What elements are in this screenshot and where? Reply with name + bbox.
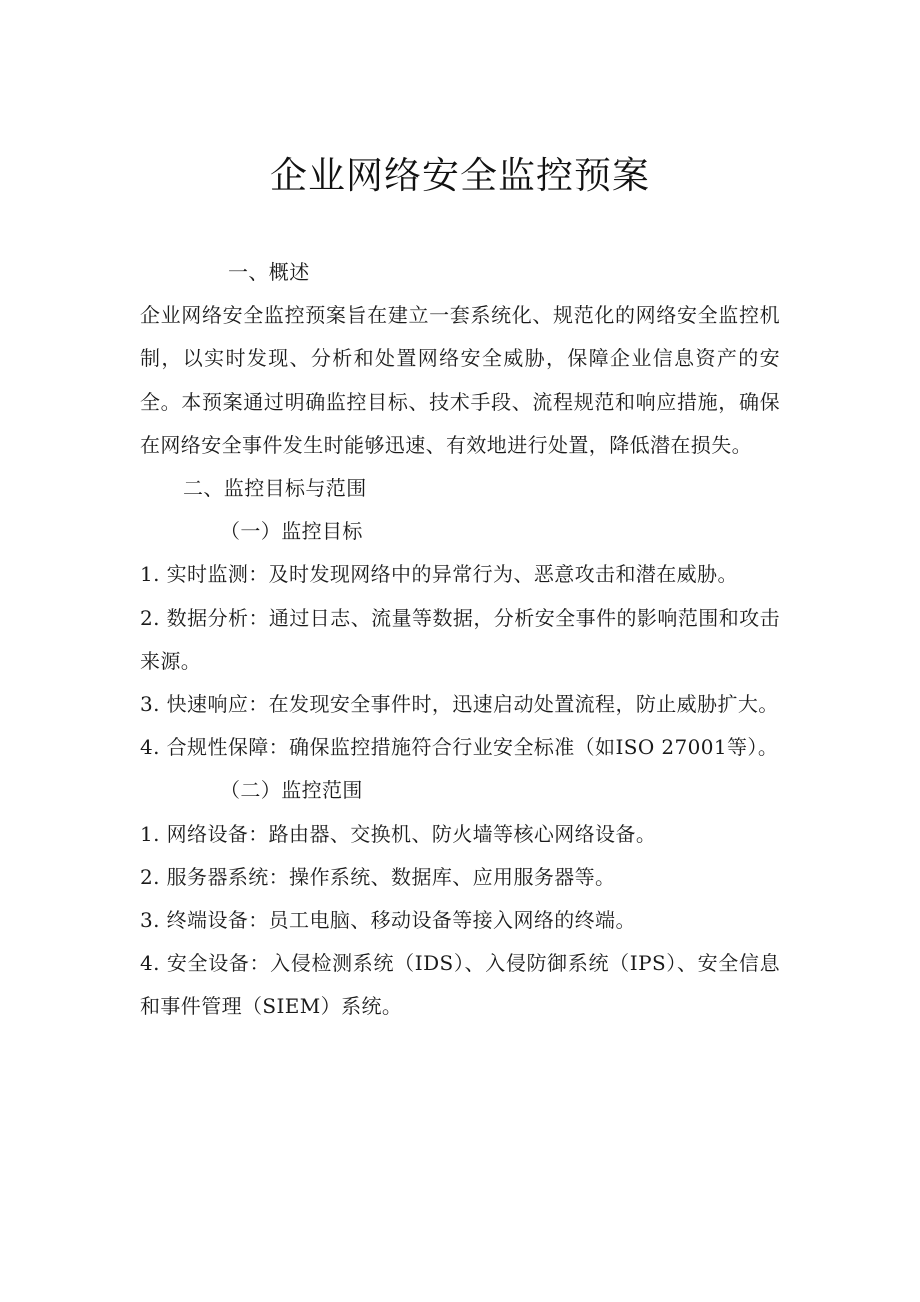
document-body bbox=[140, 251, 780, 1029]
overview-paragraph: 企业网络安全监控预案旨在建立一套系统化、规范化的网络安全监控机制，以实时发现、分析和处置网络安全威胁，保障企业信息资产的安全。本预案通过明确监控目标、技术手段、流程规范和响应措施，确保在网络安全事件发生时能够迅速、有效地进行处置，降低潜在损失。 bbox=[140, 303, 780, 457]
list-item: 2. 服务器系统：操作系统、数据库、应用服务器等。 bbox=[140, 864, 616, 889]
list-item: 4. 安全设备：入侵检测系统（IDS）、入侵防御系统（IPS）、安全信息和事件管理（SIEM）系统。 bbox=[140, 951, 780, 1019]
document-title: 企业网络安全监控预案 bbox=[270, 154, 650, 197]
list-item: 1. 网络设备：路由器、交换机、防火墙等核心网络设备。 bbox=[140, 821, 657, 846]
list-item: 4. 合规性保障：确保监控措施符合行业安全标准（如ISO 27001等）。 bbox=[140, 735, 779, 760]
subsection-heading-goals: （一）监控目标 bbox=[220, 519, 363, 544]
list-item: 3. 终端设备：员工电脑、移动设备等接入网络的终端。 bbox=[140, 907, 636, 932]
section-heading-overview: 一、概述 bbox=[228, 260, 310, 284]
subsection-heading-scope: （二）监控范围 bbox=[220, 778, 363, 803]
list-item: 1. 实时监测：及时发现网络中的异常行为、恶意攻击和潜在威胁。 bbox=[140, 562, 738, 587]
list-item: 2. 数据分析：通过日志、流量等数据，分析安全事件的影响范围和攻击来源。 bbox=[140, 605, 780, 673]
list-item: 3. 快速响应：在发现安全事件时，迅速启动处置流程，防止威胁扩大。 bbox=[140, 691, 779, 716]
section-heading-goals-scope: 二、监控目标与范围 bbox=[183, 476, 367, 500]
